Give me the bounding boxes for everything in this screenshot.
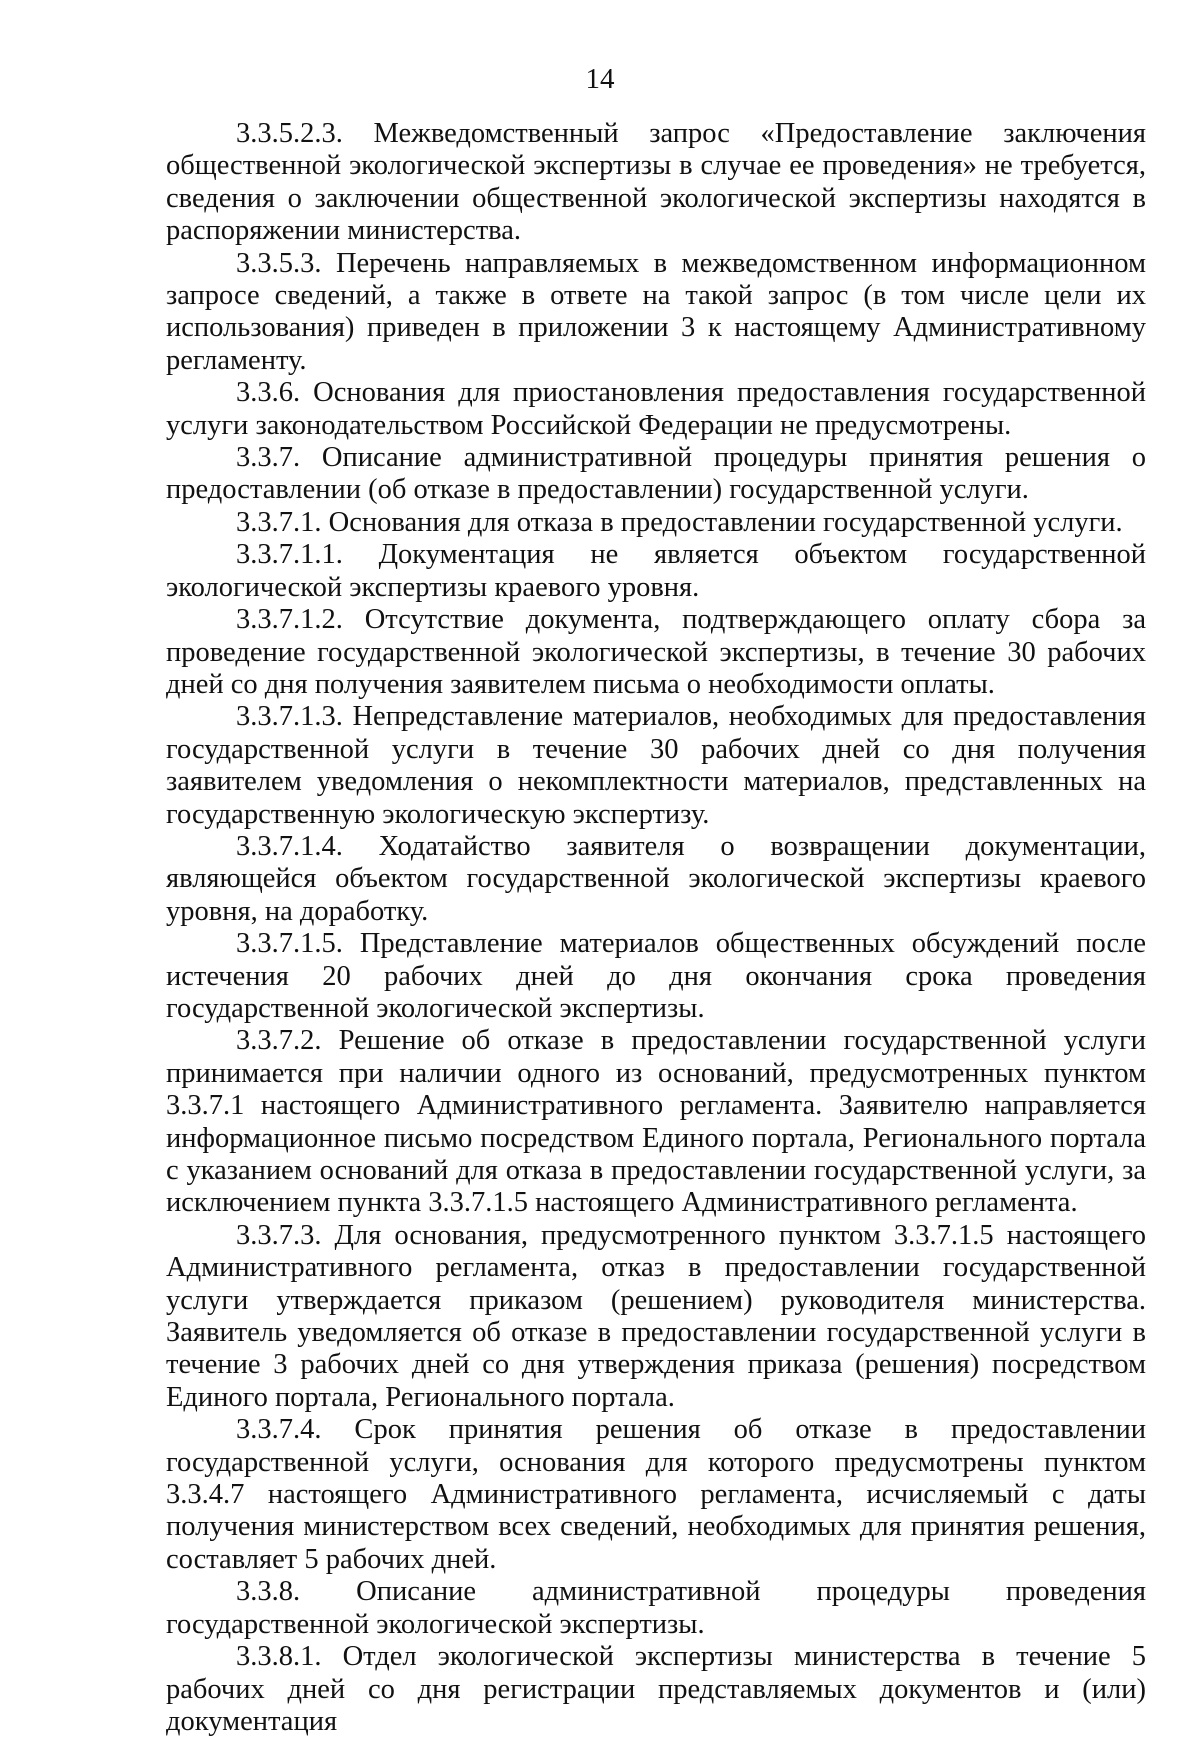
paragraph-3-3-7-3: 3.3.7.3. Для основания, предусмотренного пунктом 3.3.7.1.5 настоящего Административного регламента, отказ в предоставлении государственной услуги утверждается приказом (решением) руководителя министерства. Заявитель уведомляется об отказе в предоставлении государственной услуги в течение 3 рабочих дней со дня утверждения приказа (решения) посредством Единого портала, Регионального портала.: [166, 1219, 1146, 1413]
page-number: 14: [585, 63, 615, 95]
paragraph-3-3-7-4: 3.3.7.4. Срок принятия решения об отказе в предоставлении государственной услуги, основания для которого предусмотрены пунктом 3.3.4.7 настоящего Административного регламента, исчисляемый с даты получения министерством всех сведений, необходимых для принятия решения, составляет 5 рабочих дней.: [166, 1414, 1146, 1575]
paragraph-3-3-7: 3.3.7. Описание административной процедуры принятия решения о предоставлении (об отказе в предоставлении) государственной услуги.: [166, 442, 1146, 506]
document-body: [166, 118, 1146, 1738]
paragraph-3-3-7-1: 3.3.7.1. Основания для отказа в предоставлении государственной услуги.: [236, 506, 1123, 538]
paragraph-3-3-7-1-5: 3.3.7.1.5. Представление материалов общественных обсуждений после истечения 20 рабочих дней до дня окончания срока проведения государственной экологической экспертизы.: [166, 928, 1146, 1024]
paragraph-3-3-8-1: 3.3.8.1. Отдел экологической экспертизы министерства в течение 5 рабочих дней со дня регистрации представляемых документов и (или) документация: [166, 1641, 1146, 1737]
paragraph-3-3-7-1-4: 3.3.7.1.4. Ходатайство заявителя о возвращении документации, являющейся объектом государственной экологической экспертизы краевого уровня, на доработку.: [166, 830, 1146, 927]
paragraph-3-3-7-1-1: 3.3.7.1.1. Документация не является объектом государственной экологической экспертизы краевого уровня.: [166, 539, 1146, 603]
paragraph-3-3-5-2-3: 3.3.5.2.3. Межведомственный запрос «Предоставление заключения общественной экологической экспертизы в случае ее проведения» не требуется, сведения о заключении общественной экологической экспертизы находятся в распоряжении министерства.: [166, 118, 1146, 247]
paragraph-3-3-8: 3.3.8. Описание административной процедуры проведения государственной экологической экспертизы.: [166, 1576, 1146, 1640]
paragraph-3-3-7-1-2: 3.3.7.1.2. Отсутствие документа, подтверждающего оплату сбора за проведение государственной экологической экспертизы, в течение 30 рабочих дней со дня получения заявителем письма о необходимости оплаты.: [166, 604, 1146, 700]
paragraph-3-3-6: 3.3.6. Основания для приостановления предоставления государственной услуги законодательством Российской Федерации не предусмотрены.: [166, 377, 1146, 441]
paragraph-3-3-5-3: 3.3.5.3. Перечень направляемых в межведомственном информационном запросе сведений, а также в ответе на такой запрос (в том числе цели их использования) приведен в приложении 3 к настоящему Административному регламенту.: [166, 247, 1146, 376]
paragraph-3-3-7-1-3: 3.3.7.1.3. Непредставление материалов, необходимых для предоставления государственной услуги в течение 30 рабочих дней со дня получения заявителем уведомления о некомплектности материалов, представленных на государственную экологическую экспертизу.: [166, 701, 1146, 830]
paragraph-3-3-7-2: 3.3.7.2. Решение об отказе в предоставлении государственной услуги принимается при наличии одного из оснований, предусмотренных пунктом 3.3.7.1 настоящего Административного регламента. Заявителю направляется информационное письмо посредством Единого портала, Регионального портала с указанием оснований для отказа в предоставлении государственной услуги, за исключением пункта 3.3.7.1.5 настоящего Административного регламента.: [166, 1025, 1146, 1219]
